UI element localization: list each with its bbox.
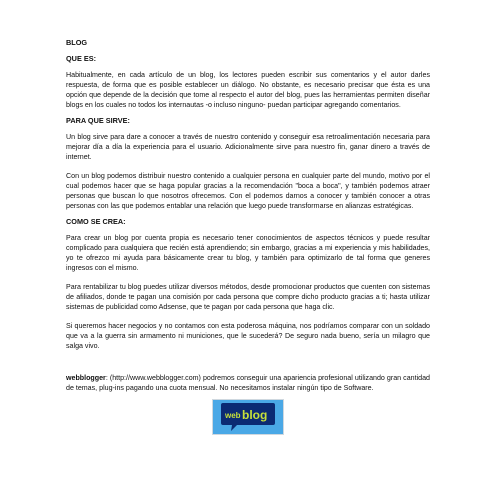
document-body (66, 38, 430, 393)
paragraph-que-es: Habitualmente, en cada artículo de un blog, los lectores pueden escribir sus comentarios y el autor darles respuesta, de forma que es posible establecer un diálogo. No obstante, es necesario precisar que ésta es una opción que depende de la decisión que tome al respecto el autor del blog, pues las herramientas permiten diseñar blogs en los cuales no todos los internautas -o incluso ninguno- puedan participar agregando comentarios. (66, 71, 430, 109)
heading-que-es: QUE ES: (66, 54, 97, 63)
heading-para-que-sirve: PARA QUE SIRVE: (66, 116, 130, 125)
logo-word-web: web (225, 411, 241, 420)
webblog-logo-graphic (213, 400, 283, 434)
webblogger-term: webblogger (66, 374, 106, 382)
paragraph-como-2: Para rentabilizar tu blog puedes utilizar diversos métodos, desde promocionar productos que cuenten con sistemas de afiliados, donde te pagan una comisión por cada persona que compre dicho producto gracias a ti; hasta utilizar sistemas de publicidad como Adsense, que te pagan por cada persona que haga clic. (66, 283, 430, 311)
webblog-logo (212, 399, 284, 435)
document-title: BLOG (66, 38, 88, 47)
paragraph-como-1: Para crear un blog por cuenta propia es necesario tener conocimientos de aspectos técnicos y puede resultar complicado para cualquiera que recién está aprendiendo; sin embargo, gracias a mi experiencia y mis habilidades, yo te ofrezco mi ayuda para básicamente crear tu blog, y también para optimizarlo de tal forma que generes ingresos con el mismo. (66, 234, 430, 272)
webblogger-description: : (http://www.webblogger.com) podremos conseguir una apariencia profesional utilizando gran cantidad de temas, plug-ins pagando una cuota mensual. No necesitamos instalar ningún tipo de Software. (66, 374, 430, 392)
logo-word-blog: blog (242, 408, 268, 422)
paragraph-webblogger (66, 373, 430, 393)
heading-como-se-crea: COMO SE CREA: (66, 217, 126, 226)
paragraph-para-que-1: Un blog sirve para dare a conocer a través de nuestro contenido y conseguir esa retroalimentación necesaria para mejorar día a día la experiencia para el usuario. Adicionalmente sirve para nuestro fin, ganar dinero a través de internet. (66, 133, 430, 161)
paragraph-como-3: Si queremos hacer negocios y no contamos con esta poderosa máquina, nos podríamos comparar con un soldado que va a la guerra sin armamento ni municiones, que le sucederá? De seguro nada bueno, sería un milagro que salga vivo. (66, 322, 430, 350)
paragraph-para-que-2: Con un blog podemos distribuir nuestro contenido a cualquier persona en cualquier parte del mundo, motivo por el cual podemos hacer que se haga popular gracias a la recomendación "boca a boca", y también podemos atraer personas que buscan lo que nosotros ofrecemos. Con el podemos darnos a conocer y también conocer a otras personas con las que podemos entablar una relación que luego puede transformarse en alianzas estratégicas. (66, 172, 430, 210)
